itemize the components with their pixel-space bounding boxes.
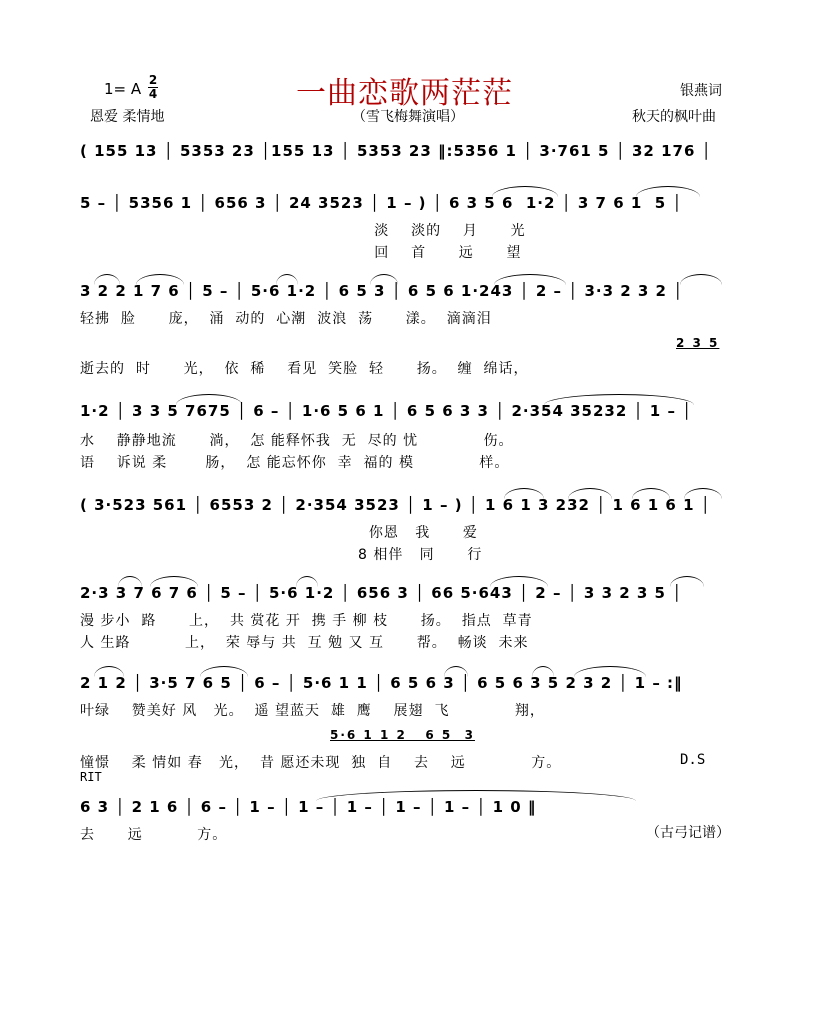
lyric-row-5-verse-2: 8 相伴 同 行 [80, 547, 483, 563]
lyric-row-5-verse-1: 你恩 我 爱 [80, 525, 478, 541]
lyric-row-2-verse-1: 淡 淡的 月 光 [80, 223, 526, 239]
notes-row-3: 3 2 2 1 7 6 │ 5 – │ 5·6 1·2 │ 6 5 3 │ 6 5 6 1·243 │ 2 – │ 3·3 2 3 2 │ [80, 282, 684, 300]
notes-row-1: ( 155 13 │ 5353 23 │155 13 │ 5353 23 ‖:5356 1 │ 3·761 5 │ 32 176 │ [80, 142, 712, 160]
lyric-row-4-verse-2: 语 诉说 柔 肠， 怎 能忘怀你 幸 福的 模 样。 [80, 455, 510, 471]
lyric-row-7-verse-2: 憧憬 柔 情如 春 光， 昔 愿还未现 独 自 去 远 方。 [80, 755, 562, 771]
notes-row-6: 2·3 3 7 6 7 6 │ 5 – │ 5·6 1·2 │ 656 3 │ 66 5·643 │ 2 – │ 3 3 2 3 5 │ [80, 584, 683, 602]
lyric-row-3-verse-1: 轻拂 脸 庞， 涌 动的 心潮 波浪 荡 漾。 滴滴泪 [80, 311, 492, 327]
time-signature [146, 74, 160, 101]
notes-row-7: 2 1 2 │ 3·5 7 6 5 │ 6 – │ 5·6 1 1 │ 6 5 6 3 │ 6 5 6 3 5 2 3 2 │ 1 – :‖ [80, 674, 683, 692]
key-signature: 1= A [104, 80, 142, 98]
lyric-row-4-verse-1: 水 静静地流 淌， 怎 能释怀我 无 尽的 忧 伤。 [80, 433, 514, 449]
singer: （雪飞梅舞演唱） [352, 109, 464, 125]
notes-row-4: 1·2 │ 3 3 5 7675 │ 6 – │ 1·6 5 6 1 │ 6 5 6 3 3 │ 2·354 35232 │ 1 – │ [80, 402, 693, 420]
lyric-row-8: 去 远 方。 [80, 827, 228, 843]
composer: 秋天的枫叶曲 [632, 109, 716, 125]
grace-notes-row-7: 5·6 1 1 2 6 5 3 [330, 728, 475, 742]
grace-notes-row-3: 2 3 5 [676, 336, 720, 350]
lyric-row-3-verse-2: 逝去的 时 光， 依 稀 看见 笑脸 轻 扬。 缠 绵话， [80, 361, 529, 377]
score-row-1 [80, 142, 740, 182]
lyric-row-7-verse-1: 叶绿 赞美好 风 光。 遥 望蓝天 雄 鹰 展翅 飞 翔， [80, 703, 545, 719]
transcription-credit: （古弓记谱） [646, 825, 730, 841]
time-signature-bottom: 4 [148, 87, 158, 101]
lyricist: 银燕词 [680, 83, 722, 99]
lyric-row-6-verse-1: 漫 步小 路 上， 共 赏花 开 携 手 柳 枝 扬。 指点 草青 [80, 613, 533, 629]
performance-mood: 恩爱 柔情地 [90, 109, 165, 125]
time-signature-top: 2 [148, 73, 158, 87]
notes-row-5: ( 3·523 561 │ 6553 2 │ 2·354 3523 │ 1 – ) │ 1 6 1 3 232 │ 1 6 1 6 1 │ [80, 496, 711, 514]
lyric-row-6-verse-2: 人 生路 上， 荣 辱与 共 互 勉 又 互 帮。 畅谈 未来 [80, 635, 529, 651]
da-segno-mark: D.S [680, 752, 706, 768]
lyric-row-2-verse-2: 回 首 远 望 [80, 245, 522, 261]
notes-row-2: 5 – │ 5356 1 │ 656 3 │ 24 3523 │ 1 – ) │ 6 3 5 6 1·2 │ 3 7 6 1 5 │ [80, 194, 683, 212]
song-title: 一曲恋歌两茫茫 [296, 76, 513, 111]
ritardando-mark: RIT [80, 770, 102, 784]
notes-row-8: 6 3 │ 2 1 6 │ 6 – │ 1 – │ 1 – │ 1 – │ 1 – │ 1 – │ 1 0 ‖ [80, 798, 537, 816]
